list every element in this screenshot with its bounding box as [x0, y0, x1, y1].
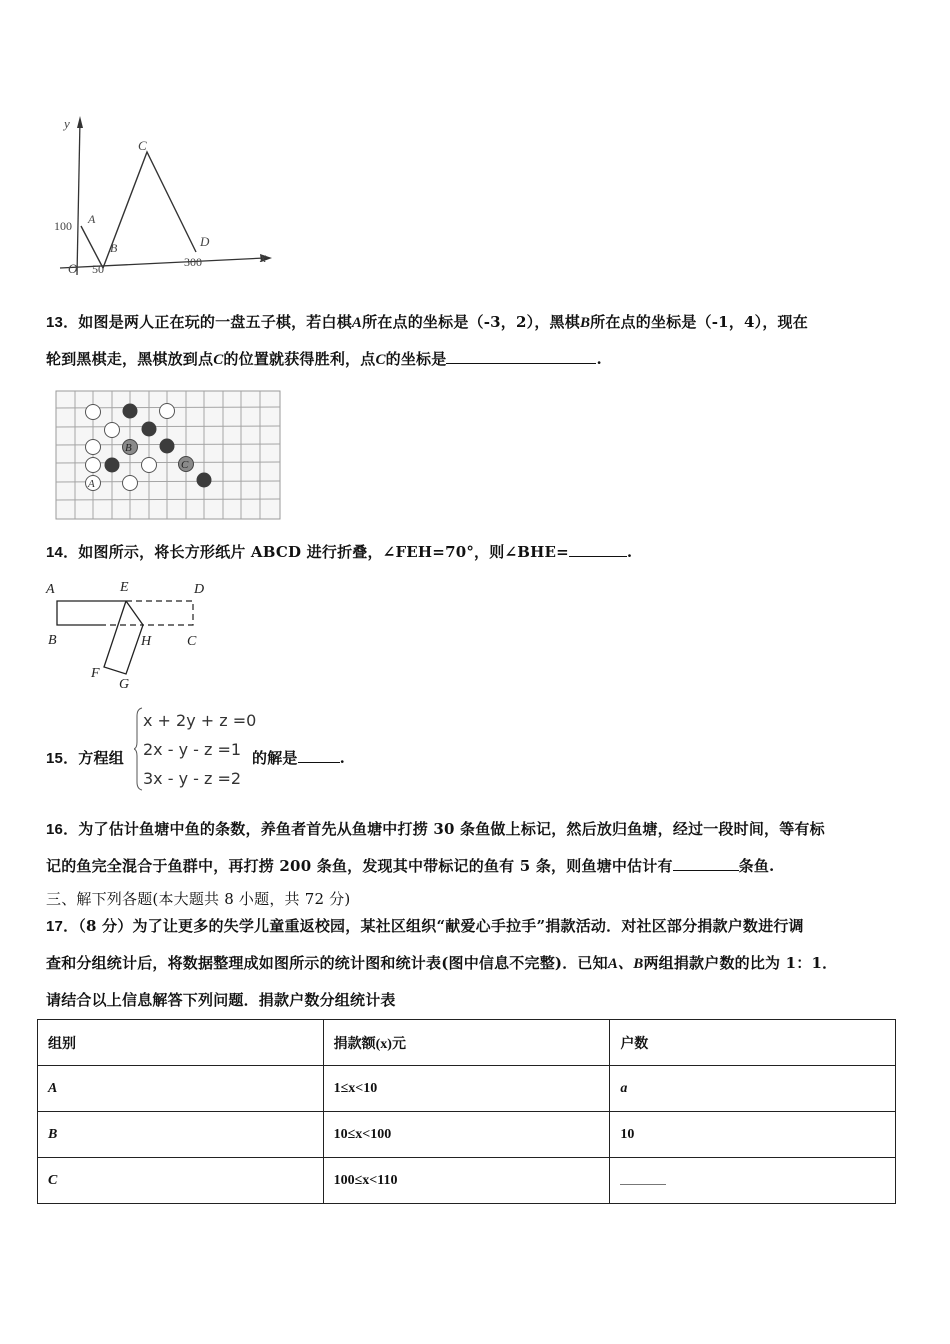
cell-group: A: [38, 1066, 324, 1112]
svg-text:B: B: [48, 633, 57, 648]
svg-text:G: G: [119, 677, 130, 692]
equation-3: 3x - y - z =2: [143, 769, 242, 788]
line-graph-figure: [50, 110, 280, 285]
point-a-label: A: [88, 212, 96, 226]
x-tick-50: 50: [92, 262, 104, 276]
svg-text:A: A: [46, 582, 55, 597]
origin-label: O: [68, 261, 78, 276]
header-group: 组别: [38, 1020, 324, 1066]
x-axis-label: x: [260, 251, 267, 266]
svg-text:A: A: [88, 478, 95, 490]
table-row: [38, 1066, 896, 1112]
svg-text:D: D: [194, 582, 205, 597]
x-tick-300: 300: [184, 255, 202, 269]
section-3-heading: 三、解下列各题(本大题共 8 小题，共 72 分): [46, 890, 351, 908]
answer-blank-q15[interactable]: [298, 747, 340, 763]
y-tick-100: 100: [54, 219, 72, 233]
point-c-label: C: [138, 138, 147, 153]
question-14: 14．如图所示，将长方形纸片 ABCD 进行折叠，∠FEH=70°，则∠BHE= .: [46, 543, 633, 561]
svg-text:E: E: [120, 580, 129, 595]
header-count: 户数: [610, 1020, 896, 1066]
header-amount: 捐款额(x)元: [323, 1020, 610, 1066]
question-17-line-1: 17．（8 分）为了让更多的失学儿童重返校园，某社区组织“献爱心手拉手”捐款活动．对社区部分捐款户数进行调: [46, 917, 804, 935]
table-row: [38, 1158, 896, 1204]
question-17-line-2: 查和分组统计后，将数据整理成如图所示的统计图和统计表(图中信息不完整)．已知A、B两组捐款户数的比为 1：1．: [46, 954, 838, 972]
svg-text:C: C: [187, 634, 197, 649]
question-16-line-1: 16．为了估计鱼塘中鱼的条数，养鱼者首先从鱼塘中打捞 30 条鱼做上标记，然后放归鱼塘，经过一段时间，等有标: [46, 820, 825, 838]
donation-stats-table: [37, 1019, 896, 1204]
svg-text:C: C: [181, 459, 189, 471]
folded-rectangle-figure: [40, 572, 220, 697]
question-15-prefix: 15．方程组: [46, 749, 124, 767]
point-b-label: B: [110, 241, 118, 255]
question-16-line-2: 记的鱼完全混合于鱼群中，再打捞 200 条鱼，发现其中带标记的鱼有 5 条，则鱼塘中估计有 条鱼.: [46, 857, 775, 875]
answer-blank-table-c[interactable]: [620, 1172, 666, 1185]
answer-blank-q16[interactable]: [673, 855, 739, 871]
table-row: [38, 1112, 896, 1158]
cell-count: 10: [610, 1112, 896, 1158]
svg-text:H: H: [141, 634, 152, 649]
question-13-line-2: 轮到黑棋走，黑棋放到点C的位置就获得胜利，点C的坐标是 .: [46, 350, 602, 368]
svg-text:B: B: [125, 442, 132, 454]
question-17-line-3: 请结合以上信息解答下列问题．捐款户数分组统计表: [46, 991, 396, 1009]
equation-1: x + 2y + z =0: [143, 711, 257, 730]
answer-blank-q13[interactable]: [446, 348, 596, 364]
equation-2: 2x - y - z =1: [143, 740, 242, 759]
cell-count: [610, 1158, 896, 1204]
point-d-label: D: [200, 234, 210, 249]
cell-range: 1≤x<10: [323, 1066, 610, 1112]
cell-group: B: [38, 1112, 324, 1158]
cell-range: 10≤x<100: [323, 1112, 610, 1158]
answer-blank-q14[interactable]: [569, 541, 627, 557]
y-axis-label: y: [64, 116, 70, 131]
cell-group: C: [38, 1158, 324, 1204]
question-15-suffix: 的解是 .: [252, 749, 346, 767]
question-13-line-1: 13．如图是两人正在玩的一盘五子棋，若白棋A所在点的坐标是（-3，2），黑棋B所在点的坐标是（-1，4），现在: [46, 313, 808, 331]
gomoku-board-figure: [55, 390, 281, 520]
cell-count: a: [610, 1066, 896, 1112]
cell-range: 100≤x<110: [323, 1158, 610, 1204]
svg-text:F: F: [91, 666, 100, 681]
table-header-row: [38, 1020, 896, 1066]
